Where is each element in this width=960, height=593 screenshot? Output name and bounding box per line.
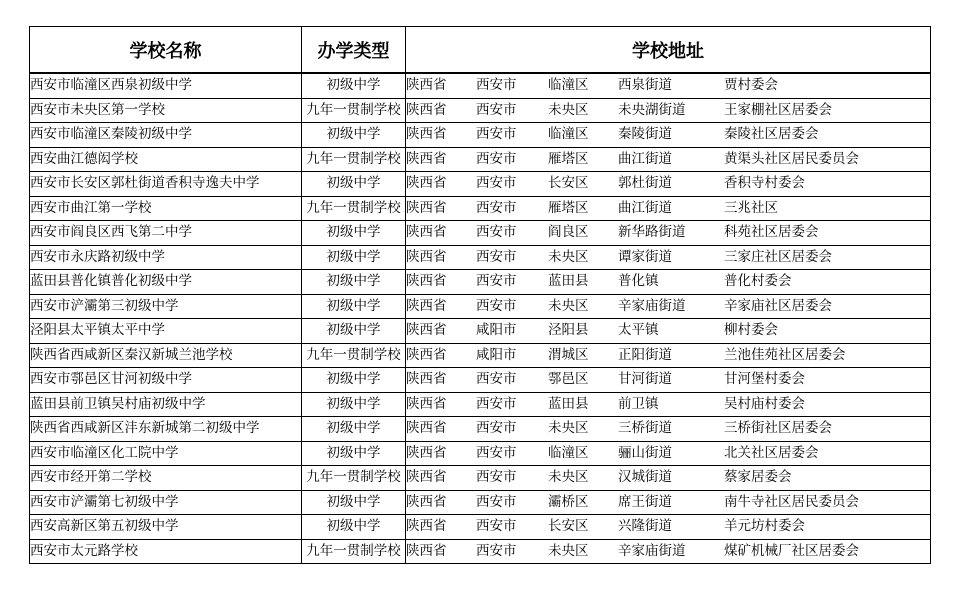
address-community: 南牛寺社区居民委员会: [724, 493, 859, 510]
school-address-cell: [406, 368, 931, 393]
address-community: 北关社区居委会: [724, 444, 819, 461]
table-row: [30, 441, 931, 466]
school-name-cell: 西安高新区第五初级中学: [30, 515, 302, 540]
address-province: 陕西省: [406, 346, 447, 363]
school-address-cell: [406, 123, 931, 148]
address-community: 辛家庙社区居委会: [724, 297, 832, 314]
address-city: 西安市: [476, 199, 517, 216]
address-province: 陕西省: [406, 297, 447, 314]
school-type-cell: 初级中学: [302, 515, 406, 540]
address-community: 三桥街社区居委会: [724, 420, 832, 437]
school-type-cell: 初级中学: [302, 441, 406, 466]
address-province: 陕西省: [406, 248, 447, 265]
address-province: 陕西省: [406, 126, 447, 143]
header-school-address: 学校地址: [406, 27, 931, 74]
address-city: 西安市: [476, 175, 517, 192]
school-type-cell: 初级中学: [302, 294, 406, 319]
address-street: 正阳街道: [618, 346, 672, 363]
address-city: 西安市: [476, 542, 517, 559]
address-city: 西安市: [476, 224, 517, 241]
address-street: 汉城街道: [618, 469, 672, 486]
address-street: 席王街道: [618, 493, 672, 510]
address-province: 陕西省: [406, 420, 447, 437]
address-district: 未央区: [548, 469, 589, 486]
header-school-type: 办学类型: [302, 27, 406, 74]
address-province: 陕西省: [406, 444, 447, 461]
table-row: [30, 270, 931, 295]
school-address-cell: [406, 147, 931, 172]
address-district: 蓝田县: [548, 395, 589, 412]
address-province: 陕西省: [406, 518, 447, 535]
address-community: 香积寺村委会: [724, 175, 805, 192]
school-name-cell: 西安市太元路学校: [30, 539, 302, 564]
address-district: 临潼区: [548, 126, 589, 143]
school-type-cell: 初级中学: [302, 270, 406, 295]
table-row: [30, 515, 931, 540]
address-province: 陕西省: [406, 273, 447, 290]
address-city: 西安市: [476, 297, 517, 314]
address-province: 陕西省: [406, 77, 447, 94]
address-community: 秦陵社区居委会: [724, 126, 819, 143]
address-community: 吴村庙村委会: [724, 395, 805, 412]
address-community: 三家庄社区居委会: [724, 248, 832, 265]
school-name-cell: 西安市未央区第一学校: [30, 98, 302, 123]
table-row: [30, 466, 931, 491]
table-row: [30, 221, 931, 246]
address-community: 贾村委会: [724, 77, 778, 94]
school-type-cell: 初级中学: [302, 319, 406, 344]
address-city: 西安市: [476, 444, 517, 461]
address-city: 西安市: [476, 150, 517, 167]
school-name-cell: 蓝田县前卫镇吴村庙初级中学: [30, 392, 302, 417]
address-district: 未央区: [548, 101, 589, 118]
address-district: 未央区: [548, 248, 589, 265]
address-province: 陕西省: [406, 101, 447, 118]
address-community: 黄渠头社区居民委员会: [724, 150, 859, 167]
address-city: 西安市: [476, 371, 517, 388]
school-address-cell: [406, 515, 931, 540]
address-district: 雁塔区: [548, 199, 589, 216]
header-school-name: 学校名称: [30, 27, 302, 74]
header-row: [30, 27, 931, 74]
address-district: 未央区: [548, 297, 589, 314]
school-type-cell: 初级中学: [302, 368, 406, 393]
school-name-cell: 西安市永庆路初级中学: [30, 245, 302, 270]
address-district: 临潼区: [548, 444, 589, 461]
table-row: [30, 172, 931, 197]
school-name-cell: 西安市临潼区秦陵初级中学: [30, 123, 302, 148]
school-name-cell: 西安市长安区郭杜街道香积寺逸夫中学: [30, 172, 302, 197]
school-name-cell: 西安市浐灞第三初级中学: [30, 294, 302, 319]
table-row: [30, 368, 931, 393]
address-city: 西安市: [476, 273, 517, 290]
school-address-cell: [406, 73, 931, 98]
address-province: 陕西省: [406, 150, 447, 167]
table-row: [30, 123, 931, 148]
address-province: 陕西省: [406, 469, 447, 486]
school-address-cell: [406, 319, 931, 344]
school-name-cell: 泾阳县太平镇太平中学: [30, 319, 302, 344]
school-type-cell: 初级中学: [302, 392, 406, 417]
address-street: 郭杜街道: [618, 175, 672, 192]
school-name-cell: 西安市临潼区化工院中学: [30, 441, 302, 466]
address-district: 临潼区: [548, 77, 589, 94]
address-community: 三兆社区: [724, 199, 778, 216]
table-row: [30, 73, 931, 98]
school-address-cell: [406, 441, 931, 466]
address-city: 西安市: [476, 101, 517, 118]
address-street: 曲江街道: [618, 150, 672, 167]
school-name-cell: 西安市鄠邑区甘河初级中学: [30, 368, 302, 393]
address-district: 灞桥区: [548, 493, 589, 510]
school-address-cell: [406, 417, 931, 442]
address-district: 阎良区: [548, 224, 589, 241]
address-province: 陕西省: [406, 493, 447, 510]
address-street: 秦陵街道: [618, 126, 672, 143]
school-address-cell: [406, 221, 931, 246]
school-type-cell: 九年一贯制学校: [302, 343, 406, 368]
address-province: 陕西省: [406, 395, 447, 412]
school-address-cell: [406, 245, 931, 270]
address-city: 西安市: [476, 518, 517, 535]
address-community: 煤矿机械厂社区居委会: [724, 542, 859, 559]
table-row: [30, 196, 931, 221]
schools-table: [29, 26, 931, 564]
school-address-cell: [406, 539, 931, 564]
school-name-cell: 陕西省西咸新区秦汉新城兰池学校: [30, 343, 302, 368]
address-street: 甘河街道: [618, 371, 672, 388]
school-address-cell: [406, 490, 931, 515]
address-community: 王家棚社区居委会: [724, 101, 832, 118]
school-name-cell: 西安市阎良区西飞第二中学: [30, 221, 302, 246]
table-row: [30, 147, 931, 172]
address-street: 辛家庙街道: [618, 297, 686, 314]
address-district: 未央区: [548, 542, 589, 559]
address-street: 前卫镇: [618, 395, 659, 412]
address-street: 谭家街道: [618, 248, 672, 265]
school-address-cell: [406, 172, 931, 197]
address-district: 长安区: [548, 175, 589, 192]
school-address-cell: [406, 270, 931, 295]
address-district: 蓝田县: [548, 273, 589, 290]
address-street: 西泉街道: [618, 77, 672, 94]
school-address-cell: [406, 98, 931, 123]
address-street: 骊山街道: [618, 444, 672, 461]
address-street: 普化镇: [618, 273, 659, 290]
school-name-cell: 西安曲江德闳学校: [30, 147, 302, 172]
school-name-cell: 西安市经开第二学校: [30, 466, 302, 491]
school-type-cell: 九年一贯制学校: [302, 98, 406, 123]
school-type-cell: 九年一贯制学校: [302, 466, 406, 491]
school-address-cell: [406, 196, 931, 221]
table-body: [30, 73, 931, 564]
address-community: 科苑社区居委会: [724, 224, 819, 241]
address-community: 甘河堡村委会: [724, 371, 805, 388]
school-address-cell: [406, 294, 931, 319]
school-type-cell: 初级中学: [302, 221, 406, 246]
address-province: 陕西省: [406, 322, 447, 339]
school-type-cell: 九年一贯制学校: [302, 147, 406, 172]
table-row: [30, 319, 931, 344]
school-name-cell: 蓝田县普化镇普化初级中学: [30, 270, 302, 295]
address-province: 陕西省: [406, 175, 447, 192]
address-district: 泾阳县: [548, 322, 589, 339]
address-street: 太平镇: [618, 322, 659, 339]
school-name-cell: 西安市曲江第一学校: [30, 196, 302, 221]
address-city: 西安市: [476, 493, 517, 510]
address-province: 陕西省: [406, 542, 447, 559]
address-community: 兰池佳苑社区居委会: [724, 346, 846, 363]
address-city: 咸阳市: [476, 322, 517, 339]
school-type-cell: 九年一贯制学校: [302, 196, 406, 221]
table-row: [30, 539, 931, 564]
table-row: [30, 343, 931, 368]
school-type-cell: 初级中学: [302, 73, 406, 98]
address-city: 西安市: [476, 126, 517, 143]
address-city: 咸阳市: [476, 346, 517, 363]
address-community: 普化村委会: [724, 273, 792, 290]
school-name-cell: 陕西省西咸新区沣东新城第二初级中学: [30, 417, 302, 442]
school-address-cell: [406, 343, 931, 368]
school-type-cell: 初级中学: [302, 417, 406, 442]
table-row: [30, 417, 931, 442]
address-province: 陕西省: [406, 224, 447, 241]
table-row: [30, 392, 931, 417]
school-address-cell: [406, 392, 931, 417]
school-name-cell: 西安市临潼区西泉初级中学: [30, 73, 302, 98]
school-type-cell: 九年一贯制学校: [302, 539, 406, 564]
address-city: 西安市: [476, 395, 517, 412]
table-row: [30, 245, 931, 270]
school-type-cell: 初级中学: [302, 123, 406, 148]
school-address-cell: [406, 466, 931, 491]
address-street: 未央湖街道: [618, 101, 686, 118]
address-district: 未央区: [548, 420, 589, 437]
address-street: 三桥街道: [618, 420, 672, 437]
address-city: 西安市: [476, 77, 517, 94]
school-type-cell: 初级中学: [302, 245, 406, 270]
address-district: 雁塔区: [548, 150, 589, 167]
address-city: 西安市: [476, 248, 517, 265]
school-name-cell: 西安市浐灞第七初级中学: [30, 490, 302, 515]
table-row: [30, 98, 931, 123]
address-city: 西安市: [476, 469, 517, 486]
address-street: 辛家庙街道: [618, 542, 686, 559]
address-community: 蔡家居委会: [724, 469, 792, 486]
address-district: 长安区: [548, 518, 589, 535]
table-row: [30, 490, 931, 515]
address-street: 兴隆街道: [618, 518, 672, 535]
address-city: 西安市: [476, 420, 517, 437]
address-province: 陕西省: [406, 199, 447, 216]
address-street: 新华路街道: [618, 224, 686, 241]
table-row: [30, 294, 931, 319]
school-type-cell: 初级中学: [302, 172, 406, 197]
address-district: 渭城区: [548, 346, 589, 363]
address-district: 鄠邑区: [548, 371, 589, 388]
address-community: 柳村委会: [724, 322, 778, 339]
school-type-cell: 初级中学: [302, 490, 406, 515]
address-province: 陕西省: [406, 371, 447, 388]
address-street: 曲江街道: [618, 199, 672, 216]
address-community: 羊元坊村委会: [724, 518, 805, 535]
